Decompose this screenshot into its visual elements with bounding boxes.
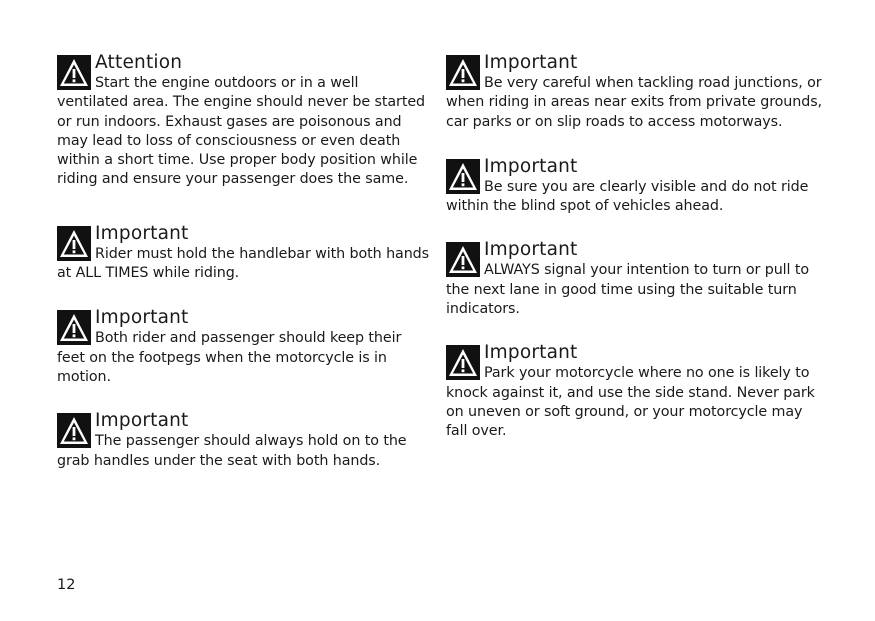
important-notice-footpegs bbox=[57, 307, 433, 387]
right-column bbox=[446, 52, 822, 442]
notice-body: Park your motorcycle where no one is likely to knock against it, and use the side stand. Never park on uneven or soft ground, or your motorcycle may fall over. bbox=[446, 365, 815, 440]
page-number: 12 bbox=[57, 577, 76, 593]
notice-title: Important bbox=[95, 410, 189, 432]
notice-title: Important bbox=[484, 52, 578, 73]
important-notice-signal bbox=[446, 239, 822, 319]
notice-body: Both rider and passenger should keep their feet on the footpegs when the motorcycle is in motion. bbox=[57, 330, 402, 385]
attention-notice-exhaust bbox=[57, 52, 433, 190]
notice-title: Important bbox=[95, 222, 189, 244]
notice-body: The passenger should always hold on to the grab handles under the seat with both hands. bbox=[57, 433, 407, 469]
notice-title: Important bbox=[95, 307, 189, 329]
notice-title: Attention bbox=[95, 52, 183, 73]
important-notice-parking bbox=[446, 342, 822, 441]
warning-triangle-icon bbox=[446, 242, 480, 277]
warning-triangle-icon bbox=[57, 226, 91, 261]
warning-triangle-icon bbox=[446, 55, 480, 90]
warning-triangle-icon bbox=[446, 159, 480, 194]
notice-body: Be very careful when tackling road junctions, or when riding in areas near exits from private grounds, car parks or on slip roads to access motorways. bbox=[446, 75, 822, 130]
notice-body: Be sure you are clearly visible and do not ride within the blind spot of vehicles ahead. bbox=[446, 178, 809, 215]
notice-title: Important bbox=[484, 342, 578, 364]
left-column bbox=[57, 52, 433, 471]
important-notice-visibility bbox=[446, 156, 822, 217]
warning-triangle-icon bbox=[57, 413, 91, 448]
important-notice-handlebar bbox=[57, 223, 433, 284]
notice-body: Start the engine outdoors or in a well ventilated area. The engine should never be started or run indoors. Exhaust gases are poisonous and may lead to loss of consciousness or even death within a short time. Use proper body position while riding and ensure your passenger does the same. bbox=[57, 75, 425, 188]
important-notice-junctions bbox=[446, 52, 822, 132]
important-notice-grab-handles bbox=[57, 410, 433, 471]
warning-triangle-icon bbox=[57, 55, 91, 90]
notice-title: Important bbox=[484, 155, 578, 177]
notice-body: ALWAYS signal your intention to turn or pull to the next lane in good time using the suitable turn indicators. bbox=[446, 262, 810, 318]
warning-triangle-icon bbox=[57, 310, 91, 345]
warning-triangle-icon bbox=[446, 345, 480, 380]
notice-body: Rider must hold the handlebar with both hands at ALL TIMES while riding. bbox=[57, 245, 429, 282]
notice-title: Important bbox=[484, 239, 578, 261]
